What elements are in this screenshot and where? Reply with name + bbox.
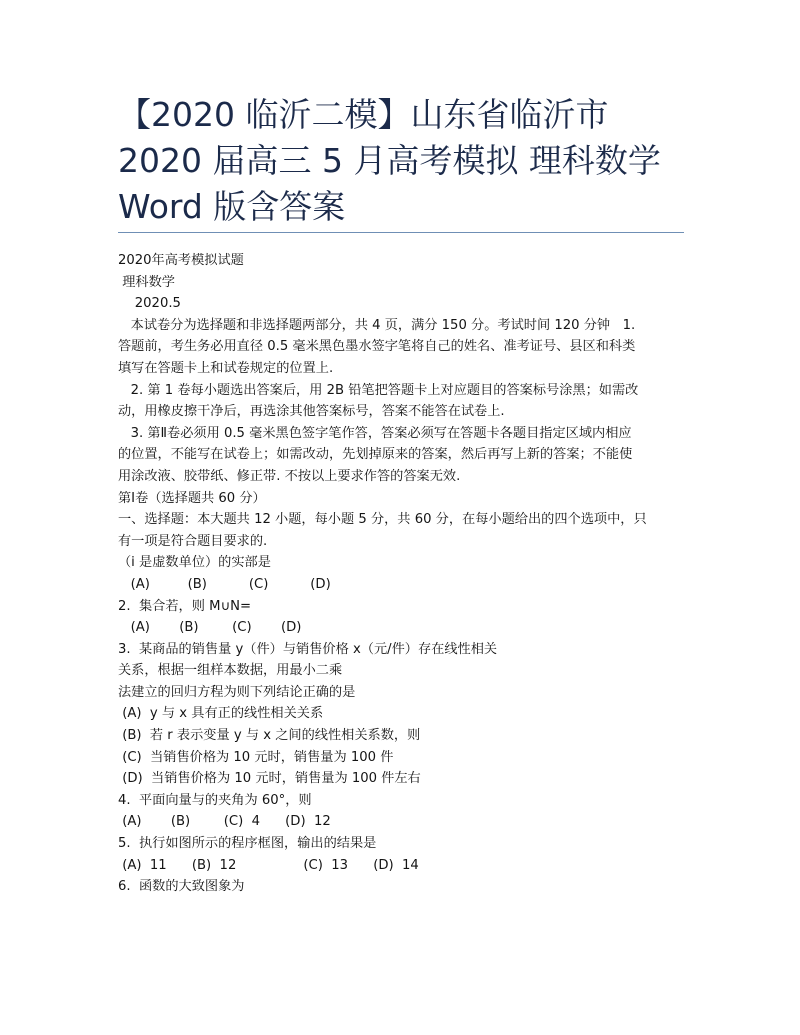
instruction-line: 用涂改液、胶带纸、修正带. 不按以上要求作答的答案无效.	[118, 468, 461, 484]
instruction-line: 2. 第 1 卷每小题选出答案后，用 2B 铅笔把答题卡上对应题目的答案标号涂黑；如需改	[118, 382, 639, 398]
title-divider	[118, 232, 684, 233]
choice-line: (C) 当销售价格为 10 元时，销售量为 100 件	[118, 749, 394, 765]
instruction-line: 本试卷分为选择题和非选择题两部分，共 4 页，满分 150 分。考试时间 120 分钟 1.	[118, 317, 636, 333]
instruction-line: 填写在答题卡上和试卷规定的位置上.	[118, 360, 334, 376]
question-line: 5. 执行如图所示的程序框图，输出的结果是	[118, 836, 377, 852]
question-line: 3. 某商品的销售量 y（件）与销售价格 x（元/件）存在线性相关	[118, 641, 498, 657]
choice-line: (A) y 与 x 具有正的线性相关关系	[118, 706, 324, 722]
date-line: 2020.5	[118, 296, 181, 312]
question-line: 4. 平面向量与的夹角为 60°，则	[118, 792, 312, 808]
instruction-line: 答题前，考生务必用直径 0.5 毫米黑色墨水签字笔将自己的姓名、准考证号、县区和科类	[118, 339, 636, 355]
choice-line: (A) (B) (C) (D)	[118, 620, 302, 636]
choice-line: (A) (B) (C) 4 (D) 12	[118, 814, 331, 830]
question-line: 6. 函数的大致图象为	[118, 879, 245, 895]
section-heading: 第Ⅰ卷（选择题共 60 分）	[118, 490, 266, 506]
instruction-line: 3. 第Ⅱ卷必须用 0.5 毫米黑色签字笔作答，答案必须写在答题卡各题目指定区域内相应	[118, 425, 632, 441]
section-instruction: 一、选择题：本大题共 12 小题，每小题 5 分，共 60 分，在每小题给出的四个选项中，只	[118, 512, 647, 528]
question-line: 关系，根据一组样本数据，用最小二乘	[118, 663, 343, 679]
choice-line: (A) (B) (C) (D)	[118, 576, 331, 592]
title-line-2: 2020 届高三 5 月高考模拟 理科数学	[118, 141, 661, 180]
instruction-line: 的位置，不能写在试卷上；如需改动，先划掉原来的答案，然后再写上新的答案；不能使	[118, 447, 633, 463]
question-line: （i 是虚数单位）的实部是	[118, 555, 271, 571]
instruction-line: 动，用橡皮擦干净后，再选涂其他答案标号，答案不能答在试卷上.	[118, 404, 505, 420]
subject-line: 理科数学	[118, 274, 175, 290]
choice-line: (D) 当销售价格为 10 元时，销售量为 100 件左右	[118, 771, 421, 787]
choice-line: (A) 11 (B) 12 (C) 13 (D) 14	[118, 857, 419, 873]
section-instruction: 有一项是符合题目要求的.	[118, 533, 268, 549]
document-body	[118, 250, 684, 898]
title-line-3: Word 版含答案	[118, 187, 346, 226]
choice-line: (B) 若 r 表示变量 y 与 x 之间的线性相关系数，则	[118, 728, 421, 744]
title-line-1: 【2020 临沂二模】山东省临沂市	[118, 95, 609, 134]
document-title	[118, 92, 718, 230]
question-line: 2. 集合若，则 M∪N=	[118, 598, 252, 614]
exam-heading: 2020年高考模拟试题	[118, 253, 244, 268]
question-line: 法建立的回归方程为则下列结论正确的是	[118, 684, 356, 700]
